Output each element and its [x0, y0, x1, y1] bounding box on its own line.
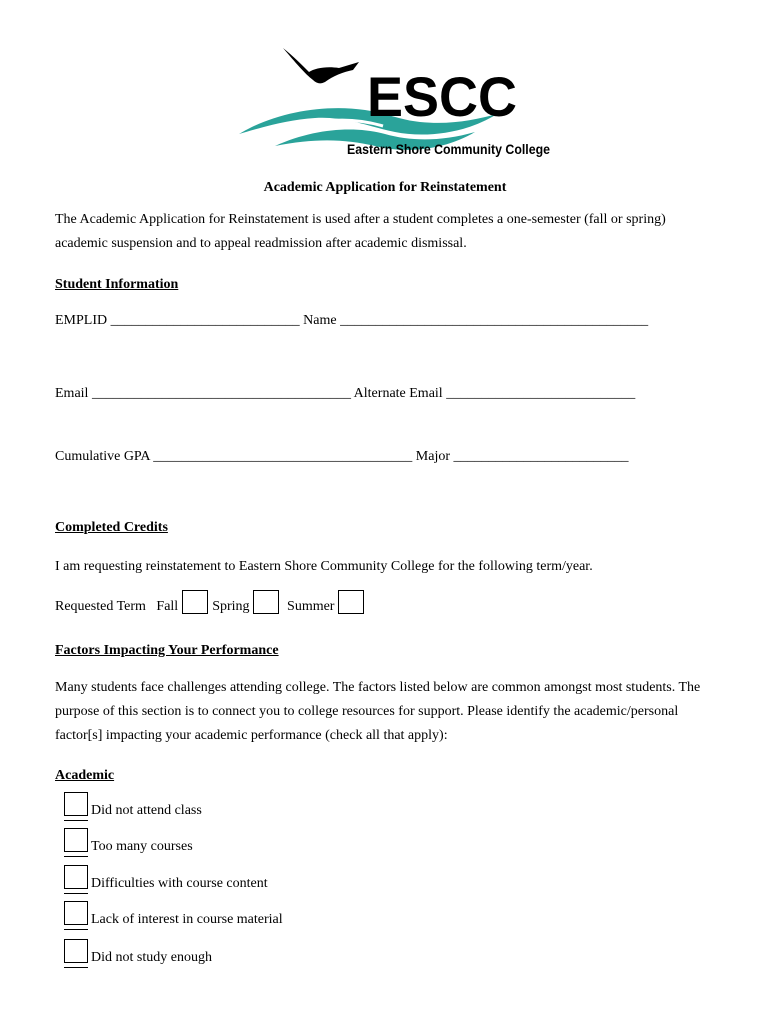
email-row: [55, 386, 635, 402]
emplid-name-row: [55, 313, 648, 329]
email-field[interactable]: _____________________________________: [91, 386, 351, 401]
checkbox[interactable]: [64, 939, 88, 963]
name-field[interactable]: ____________________________________________: [340, 313, 649, 328]
alt-email-field[interactable]: ___________________________: [446, 386, 636, 401]
form-title: Academic Application for Reinstatement: [263, 180, 507, 195]
major-label: Major: [415, 449, 450, 464]
requested-term-label: Requested Term: [55, 599, 146, 614]
student-info-heading: Student Information: [55, 277, 179, 292]
checkbox[interactable]: [64, 792, 88, 816]
item-label: Difficulties with course content: [91, 876, 268, 891]
major-field[interactable]: _________________________: [453, 449, 629, 464]
checkbox[interactable]: [64, 828, 88, 852]
factors-paragraph: Many students face challenges attending college. The factors listed below are common amongst most students. The purpose of this section is to connect you to college resources for support. Please identify the academic/personal factor[s] impacting your academic performance (check all that apply):: [55, 680, 701, 743]
spring-label: Spring: [212, 599, 250, 614]
requested-term-row: [55, 590, 365, 615]
gpa-label: Cumulative GPA: [55, 449, 150, 464]
escc-logo: [235, 42, 555, 162]
checkbox[interactable]: [64, 901, 88, 925]
summer-checkbox[interactable]: [338, 590, 364, 614]
item-label: Did not attend class: [91, 803, 202, 818]
name-label: Name: [303, 313, 337, 328]
fall-label: Fall: [156, 599, 179, 614]
emplid-field[interactable]: ___________________________: [110, 313, 300, 328]
emplid-label: EMPLID: [55, 313, 108, 328]
fall-checkbox[interactable]: [182, 590, 208, 614]
item-label: Too many courses: [91, 839, 193, 854]
logo-college-name: Eastern Shore Community College: [347, 141, 551, 157]
item-label: Did not study enough: [91, 950, 212, 965]
item-label: Lack of interest in course material: [91, 912, 283, 927]
factors-heading: Factors Impacting Your Performance: [55, 643, 279, 658]
academic-heading: Academic: [55, 768, 115, 783]
intro-paragraph: The Academic Application for Reinstatement is used after a student completes a one-semester (fall or spring) academic suspension and to appeal readmission after academic dismissal.: [55, 212, 666, 251]
completed-credits-heading: Completed Credits: [55, 520, 168, 535]
request-text: I am requesting reinstatement to Eastern Shore Community College for the following term/year.: [55, 559, 593, 574]
spring-checkbox[interactable]: [253, 590, 279, 614]
logo-acronym: ESCC: [367, 65, 517, 128]
email-label: Email: [55, 386, 89, 401]
summer-label: Summer: [287, 599, 335, 614]
gpa-major-row: [55, 449, 629, 465]
bird-icon: [283, 48, 359, 83]
gpa-field[interactable]: _____________________________________: [153, 449, 413, 464]
checkbox[interactable]: [64, 865, 88, 889]
alt-email-label: Alternate Email: [353, 386, 443, 401]
